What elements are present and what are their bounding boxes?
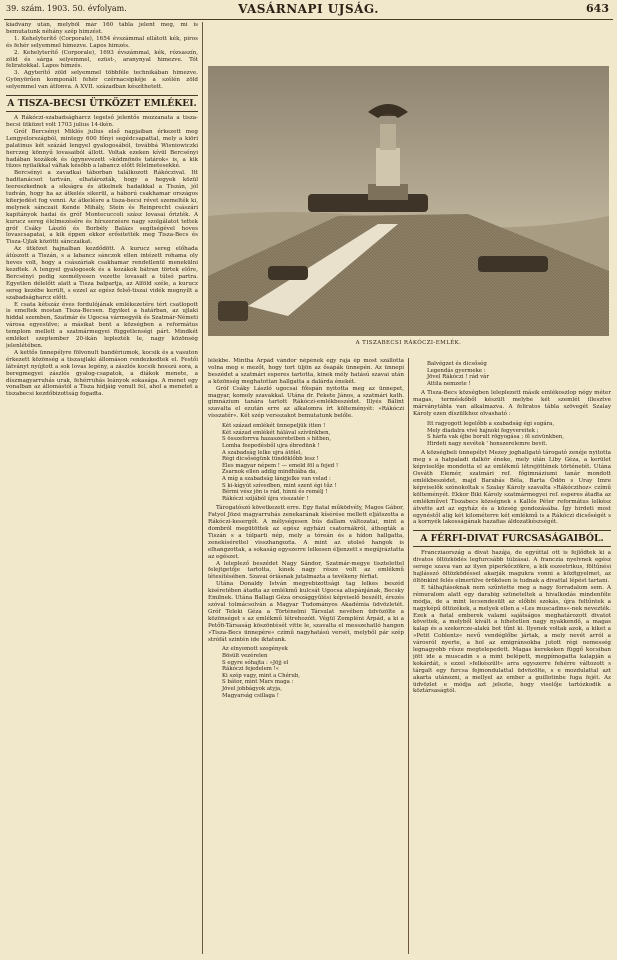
poem-line: Ki szép vagy, mint a Chérub, xyxy=(222,672,301,679)
article-paragraph: Utána Donaldy István megyebizottsági tag lelkes beszéd kiséretében átadta az emlékmű kulcsát Ugocsa alispánjának, Becsky Emilnek. Utána Ballagi Géza országgyűlési képviselő beszélt, érezés szóval tolmácsolván a Magyar Tudományos Akadémia üdvözletét. Gróf Teleki Géza a Történelmi Társulat nevében üdvözölte a közönséget s az emlékmű létrehozóit. Végül Zempléni Árpád, a ki a Petőfi-Társaság köszöntését vitte le, szavalta el messzehatló hangon »Tisza-Becs ünnepére« czímű nagyhatású versét, melyből pár szép strófát szintén ide iktatunk. xyxy=(208,581,404,643)
masthead-title: VASÁRNAPI UJSÁG. xyxy=(238,2,379,16)
article-paragraph: lélekbe. Mintha Árpád vándor népének egy raja ép most szállotta volna meg e mezőt, hogy tort üljön az ősapák ünnepén. Az ünnepi beszédet a szatmári esperes tartotta, kinek mély hatású szavai után a közönség meghatottan hallgatta a dalárda énekét. xyxy=(208,358,404,385)
monument-engraving xyxy=(208,66,609,336)
poem-line: Zsarnok ellen addig mindhiába da, xyxy=(222,469,317,476)
poem-line: Éles magyar népem ! — emeld föl a fejed ! xyxy=(222,462,339,469)
poem-line: Két század emlékét hálával szívünkben, xyxy=(222,429,331,436)
intro-item-3: 3. Agyterítő zöld selyemmel többféle technikában himezve. Gyönyörűen komponált fehér czérnacsipkéje a szélén zöld selyemmel van átfonva. A XVII. században készíthetett. xyxy=(6,70,198,91)
article-paragraph: Francziaország a divat hazája, de egyúttal ott is fejlődtek ki a divatos öltözködés legfurcsább túlzásai. A franczia nyelvnek egész serege szava van az ilyen piperkőczökre, a kik eszeetrikus, föltűnési hajlásszó öltözködéssel akarják magukra vonni a közfigyelmet, az öltönkint felés elmerülve örökösen is tudnak a divattal lépést tartani. xyxy=(413,550,611,584)
poem-line: Az elnyomott szegények xyxy=(222,646,288,653)
page-number: 643 xyxy=(586,2,609,15)
poem-line: Két század emlékét ünnepeljük itten ! xyxy=(222,423,326,430)
monument-inscription xyxy=(427,421,611,447)
poem-line: Jövel jobbágyok atyja, xyxy=(222,685,282,692)
inscription-line: Mely diadalra vivé hajnoki fegyvereitek ; xyxy=(427,427,539,434)
masthead-rule xyxy=(4,19,613,20)
poem-line: Magyarság csillaga ! xyxy=(222,692,279,699)
poem-continuation xyxy=(427,361,611,387)
left-column xyxy=(6,22,198,954)
article-paragraph: Bercsényi a zavadkai táborban találkozott Rákóczival. Itt haditanácsot tartván, elhatározták, hogy a hegyek közül leereszkednek a síkságra és átkelnek hadaikkal a Tiszán, jól tudván, hogy ha az átkelés sikerül, a háború csakhamar országos kiterjedést fog venni. Az átkelésre a tisza-becsi révet szemelték ki, melynek sánczait Kende Mihály, Stein és Reinprecht császári kapitányok hadai és gróf Montecuccoli szász lovasai őrizték. A kurucz sereg élelmezésére és hírszerzésre nagy szolgálatot tettek gróf Csáky László és Borbély Balázs segítségével hoves lovascsapatai, a kik éppen ekkor erősítették meg Tisza-Becs és Tisza-Újlak közötti sánczaikat. xyxy=(6,170,198,246)
poem-line: Rákóczi szíjából újra visszatér ! xyxy=(222,495,309,502)
article-paragraph: A leleplező beszédet Nagy Sándor, Szatmár-megye tisztelettel felejtgetője tartotta, kinek nagy része volt az emlékmű létesítésében. Szavai óriásnak jutalmazta a tevékeny férfiat. xyxy=(208,560,404,581)
column-rule-2 xyxy=(408,358,409,954)
inscription-line: Hirdeti nagy nevétek ' honszerelemre bevit. xyxy=(427,440,548,447)
poem-line: Régi dicsőségünk tündöklőbb lesz ! xyxy=(222,456,319,463)
poem-tiszabecs-unnepere xyxy=(222,646,404,699)
inscription-line: Itt ragyogott legelőbb a szabadság égi sugára, xyxy=(427,421,555,427)
poem-line: Bérmi vész jön is rád, hinni és remélj ! xyxy=(222,489,328,496)
article-paragraph: A kettős ünnepélyre fölvonult bandériumok, kocsik és a vasuton érkezett közönség a tiszaujlaki állomáson rendezkedtek el. Festői látványt nyújtott a sok lovas legény, a zászlós kocsik hosszú sora, a beregmegyei zászlós gyalog-csapatok, a diákok menete, a díszmagyarruhás urak, fehérruhás leányok sokasága. A menet egy vonalban az állomástól a Tisza hídjáig vonult fel, ahol a menetet a tiszabecsi kezdőbizottság fogadta. xyxy=(6,349,198,398)
poem-line: Jövel Rákóczi ! rád vár xyxy=(427,374,489,381)
poem-rakoczi-visszater xyxy=(222,423,404,502)
intro-item-2: 2. Kehelyterítő (Corporale), 1693 évszámmal, kék, rózsaszín, zöld és sárga selyemmel, ezüst-, aranynyal himezve. Tót feliratokkal. Lapos himzés. xyxy=(6,49,198,70)
poem-line: S egyre sóhajta : »Jöjj el xyxy=(222,659,289,666)
issue-label: 39. szám. 1903. 50. évfolyam. xyxy=(6,4,127,13)
column-rule-1 xyxy=(202,22,203,954)
article-paragraph: Gróf Csáky László ugocsai főispán nyitotta meg az ünnepet, magyar, komoly szavakkal. Utána dr. Fekete János, a szatmári kath. gimnázium tanára tartott Rákóczi-emlékbeszédet. Illyés Bálint szavalta el ezután erre az alkalomra írt költeményét: »Rákóczi visszatér«. Két szép versszakot bemutatunk belőle. xyxy=(208,385,404,420)
poem-line: A szabadság lelke ujra átölel, xyxy=(222,449,303,456)
poem-line: Rákóczi fejedelem !« xyxy=(222,666,280,673)
article-heading-tiszabecs: A TISZA-BECSI ÜTKÖZET EMLÉKEI. xyxy=(6,95,198,112)
article-paragraph: E tálhajtásoknak nem szűntette meg a nagy forradalom sem. A rémuralom alatt egy darabig szüneteltek a hivalkodás mindenféle módja, de a mint lecsendesült az előbbi szokás, újra feltűntek a nagyképű öltözékek, a melyek ellen a »Les muscadins«-nek nevezték. Ezek a fiatal emberek valami sajátságos meghatározott divatot követtek, a melyből kivált a hihetetlen nagy nyakkendő, a magas kalap és a szekercze-alakú bot tűnt ki. Ilyenek voltak azok, a kiket a »Petit Coblentz« nevű vendéglőbe jártak, a mely nevét arról a városról nyerte, a hol az emigránsokba jutott régi nemesség legnagyobb része megtelepedett. Magas kerekeken függő kocsiban jött ide a muscadin s a mint belépett, megpímogatta kalapján a kokárdát, s ezzel »felkészült« arra egyszerre fehérre változott s tárgalt egy furcsa fejmondulattal üdvözölte, s e mozdulattal azt akarta utánozni, a mellyel az ember a guillotinbe fuga fejét. Az üdvözlet e módja azt jelezte, hogy viselője tartózkodik a köztársaságtól. xyxy=(413,584,611,695)
poem-line: S bátor, mint Mars maga : xyxy=(222,679,294,686)
article-paragraph: Az ütközet hajnalban kezdődött. A kurucz sereg előhada átúszott a Tiszán, s a labancz sánczok ellen intézett rohama oly heves volt, hogy a császáriak csakhamar rendetlenül menekülni kezdtek. A lengyel gyalogosok és a kozákok bátran törtek előre, Bercsényi pedig személyesen vezette lovasait a túlsó partra. Egyetlen délelőtt alatt a Tisza balpartja, az Alföld széle, a kurucz sereg kezébe került, s ezzel az egész felső-tiszai vidék megnyílt a szabadságharcz előtt. xyxy=(6,246,198,301)
intro-paragraph: kiadvány után, melyből már 160 tábla jelent meg, mi is bemutatunk néhány szép himzést. xyxy=(6,22,198,35)
article-paragraph: A Tisza-Becs községben leleplezett másik emlékoszlop négy méter magas, terméskőből készült melybe két szemlét illesztve márványtábla van alkalmazva. A feliratos tábla szövegét Szalay Károly ezen díszülkhoz olvasható : xyxy=(413,390,611,418)
middle-column xyxy=(208,358,404,954)
article-paragraph: E csata kétszáz éves fordulójának emlékezetére tért csatlopott is emeltek mostan Tisza-Becsen. Egyiket a határban, az ujlaki hiddal szemben, Szatmár és Ugocsa vármegyék és Szatmár-Németi városa egyesülve; a másikat bent a községben a református templom mellett a szatmármegyei függetlenségi párt. Mindkét emléket szeptember 20-ikán leplezték le, nagy közönség jelenlétében. xyxy=(6,301,198,349)
poem-line: Attila nemzete ! xyxy=(427,380,471,387)
right-column xyxy=(413,358,611,954)
poem-line: S összeforrva hazaszeretetben s hitben, xyxy=(222,436,331,443)
inscription-line: S hárfa vak éjbe borult rögyogása ; öl szivünkben, xyxy=(427,434,564,441)
poem-line: Bösült vezérelen xyxy=(222,653,268,659)
poem-line: Lomha feepedésből ujra ébredünk ! xyxy=(222,442,320,449)
article-heading-ferfidivat: A FÉRFI-DIVAT FURCSASÁGAIBÓL. xyxy=(413,530,611,547)
article-paragraph: A Rákóczi-szabadságharcz legelső jelentős mozzanata a tisza-becsi ütközet volt 1703 julius 14-ikén. xyxy=(6,115,198,128)
figure-caption: A TISZABECSI RÁKÓCZI-EMLÉK. xyxy=(355,340,462,346)
poem-line: Legendás gyermeke : xyxy=(427,367,486,374)
poem-line: A míg a szabadság lángjelke van velad : xyxy=(222,475,331,482)
poem-line: S ki-kígyút szívedben, mint szent égi tűz ! xyxy=(222,482,337,489)
intro-item-1: 1. Kehelyterítő (Corporale), 1654 évszámmal ellátott kék, piros és fehér selyemmel himezve. Lapos himzés. xyxy=(6,35,198,49)
poem-line: Balvégzet és dicsőség xyxy=(427,361,487,367)
article-paragraph: A községbeli ünnepélyt Mezey joghallgató tárogató zenéje nyitotta meg s a hatpaladi dalkör éneke, mely után Liby Géza, a kerület képviselője mondotta el az emlékmű létrejöttének történetét. Utána Osváth Elemér, szatmári ref. főgimnáziumi tanár mondott emlékbeszédet, majd Barabás Béla, Barta Ödön s Uray Imre képviselők szónokoltak s Szalay Károly szavalta »Rákóczihoz« czímű költeményét. Ekkor Biki Károly szatmármegyei ref. esperes átadta az emlékművet Tiszabecs községnek s Kallós Péter református lelkész átvette azt az egyház és a község gondozásába. Így hirdeti most egynéstől alig két kilométerre két emlékmű is a Rákóczi dicsőségét s a kornyék lakosságának hazafias áldozatkészségét. xyxy=(413,450,611,526)
article-paragraph: Tárogatószó következett erre. Egy fiatal működvély, Magos Gábor, Fatyol Jözsi magyarruhás zenekarának kísérése mellett eljátszotta a Rákóczi-kesergőt. A mélységesen bús dallam változatai, mint a dombról megütöttek az egész egyházi csatornákról, áthogták a Tiszán s a túlparti nép, mely a tóreán és a hídon hallgatta, zenekísérettel visszhangozta. A mint az utolsó hangok is elhangzottak, a sokaság egyszerre lelkesen éljenzett s megújráztatta az egészet. xyxy=(208,505,404,560)
article-paragraph: Gróf Bercsényi Miklós julius első napjaiban érkezett meg Lengyelországból, mintegy 600 főnyi segédcsapattal, mely a kiöri palatinus két százád lengyel gyalogosából, továbbá Wisniowiczki herczeg könnyű lovasaiból állott. Voltak ezeken kívül Bercsényi hadában kozákok és úgynevezett »kódmönös tatárok« is, a kik tüzes nyilaikkal váltak később a labancz előtt félelmetesekké. xyxy=(6,128,198,170)
